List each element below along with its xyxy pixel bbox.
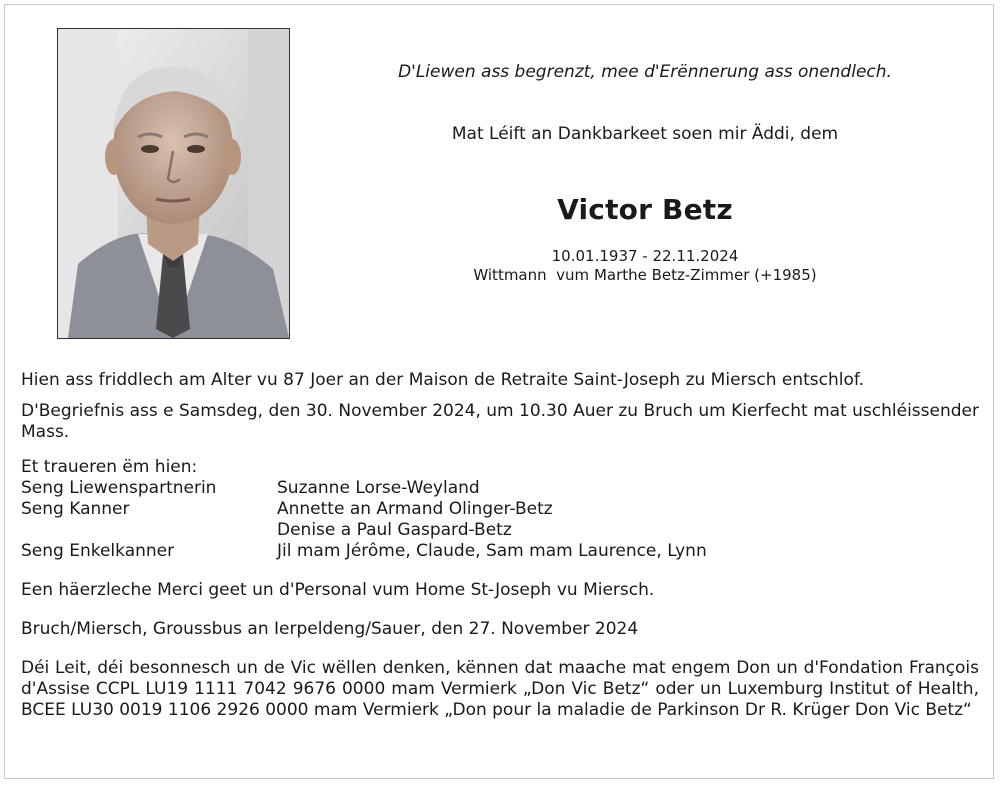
memorial-quote: D'Liewen ass begrenzt, mee d'Erënnerung ass onendlech. xyxy=(398,62,892,82)
mourner-role: Seng Enkelkanner xyxy=(21,541,175,561)
donations-text: Déi Leit, déi besonnesch un de Vic wëllen denken, kënnen dat maache mat engem Don un d'Fondation François d'Assise CCPL LU19 1111 7042 9676 0000 mam Vermierk „Don Vic Betz“ oder un Luxemburg Institut of Health, BCEE LU30 0019 1106 2926 0000 mam Vermierk „Don pour la maladie de Parkinson Dr R. Krüger Don Vic Betz“ xyxy=(21,658,979,720)
mourner-names: Jil mam Jérôme, Claude, Sam mam Laurence, Lynn xyxy=(277,541,707,561)
widower-note: Wittmann vum Marthe Betz-Zimmer (+1985) xyxy=(473,266,817,284)
mourner-names: Denise a Paul Gaspard-Betz xyxy=(277,520,512,540)
mourners-heading: Et traueren ëm hien: xyxy=(21,457,198,477)
funeral-text: D'Begriefnis ass e Samsdeg, den 30. November 2024, um 10.30 Auer zu Bruch um Kierfecht mat uschléissender Mass. xyxy=(21,401,979,442)
mourner-row xyxy=(21,541,979,562)
thanks-text: Een häerzleche Merci geet un d'Personal vum Home St-Joseph vu Miersch. xyxy=(21,580,655,600)
mourner-role: Seng Liewenspartnerin xyxy=(21,478,217,498)
intro-line: Mat Léift an Dankbarkeet soen mir Äddi, dem xyxy=(451,124,839,144)
deceased-name: Victor Betz xyxy=(557,193,733,226)
mourner-row xyxy=(21,520,979,541)
mourner-row xyxy=(21,499,979,520)
mourners-list xyxy=(21,478,979,562)
death-notice-text: Hien ass friddlech am Alter vu 87 Joer an der Maison de Retraite Saint-Joseph zu Miersch entschlof. xyxy=(21,370,865,390)
mourner-names: Suzanne Lorse-Weyland xyxy=(277,478,480,498)
portrait-photo xyxy=(57,28,290,339)
mourner-role: Seng Kanner xyxy=(21,499,130,519)
place-date-text: Bruch/Miersch, Groussbus an Ierpeldeng/Sauer, den 27. November 2024 xyxy=(21,619,639,639)
life-dates-block xyxy=(330,247,960,285)
mourner-row xyxy=(21,478,979,499)
life-dates: 10.01.1937 - 22.11.2024 xyxy=(551,247,739,265)
notice-body xyxy=(21,370,979,721)
mourner-names: Annette an Armand Olinger-Betz xyxy=(277,499,553,519)
mourner-role xyxy=(21,520,277,541)
